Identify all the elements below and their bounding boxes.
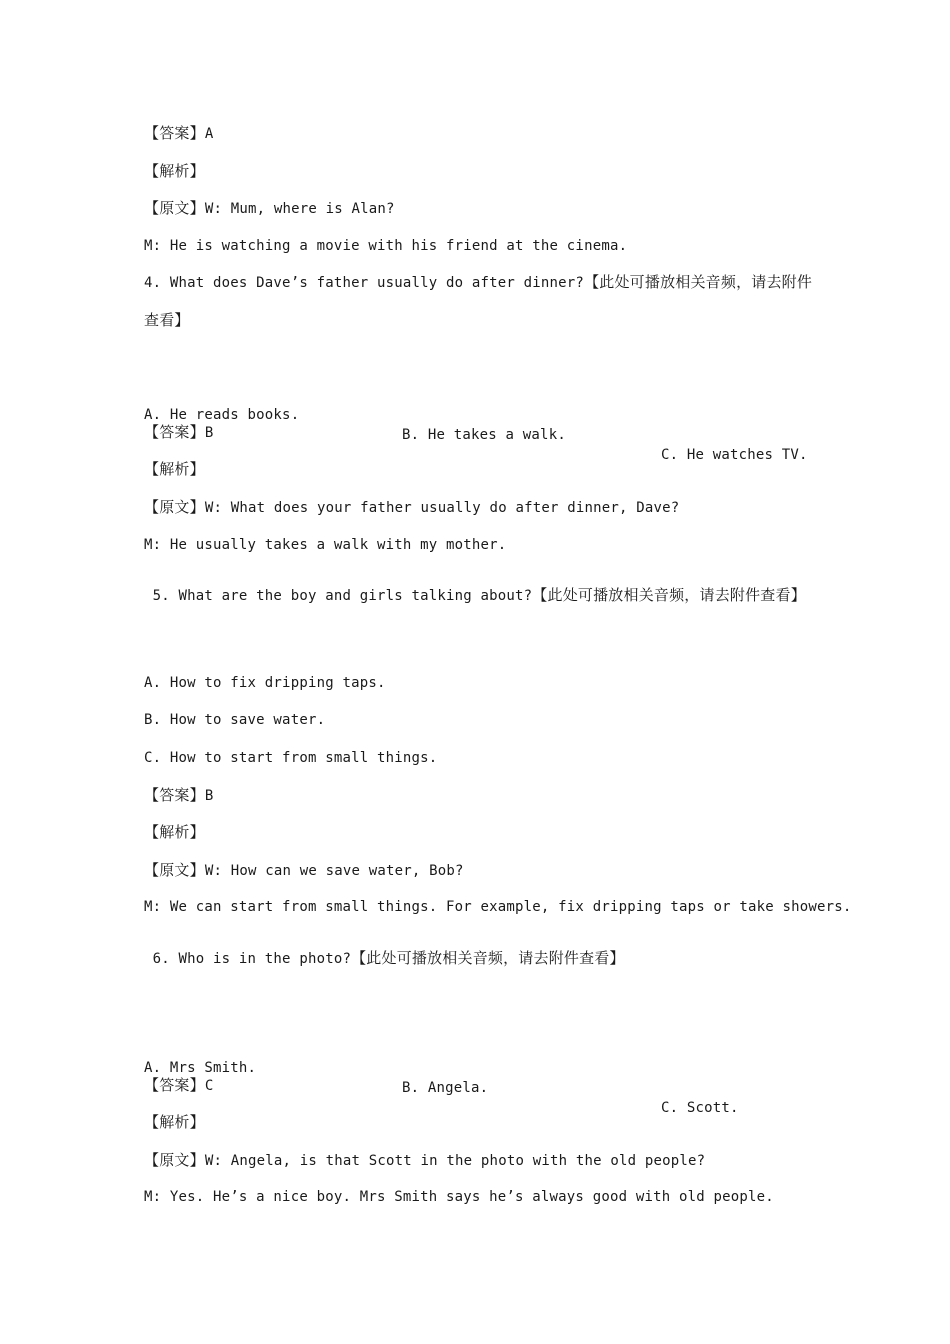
q4-analysis bbox=[144, 459, 834, 480]
option-a: A. Mrs Smith. bbox=[144, 1060, 257, 1076]
q3-analysis bbox=[144, 161, 834, 182]
audio-note: 【此处可播放相关音频，请去附件查看】 bbox=[532, 586, 806, 604]
answer-value: B bbox=[204, 788, 214, 804]
q5-script-w bbox=[144, 860, 834, 881]
q4-script-m: M: He usually takes a walk with my mother. bbox=[144, 537, 507, 553]
script-w-line: W: What does your father usually do after dinner, Dave? bbox=[204, 500, 680, 516]
q6-analysis bbox=[144, 1112, 834, 1133]
q3-script-m: M: He is watching a movie with his friend at the cinema. bbox=[144, 238, 628, 254]
q6-script-w bbox=[144, 1150, 834, 1171]
q6-script-m: M: Yes. He’s a nice boy. Mrs Smith says he’s always good with old people. bbox=[144, 1189, 774, 1205]
option-b: B. He takes a walk. bbox=[402, 427, 566, 443]
q5-option-a: A. How to fix dripping taps. bbox=[144, 675, 386, 691]
audio-note: 【此处可播放相关音频，请去附件查看】 bbox=[351, 949, 625, 967]
q5-option-b: B. How to save water. bbox=[144, 712, 326, 728]
q5-option-c: C. How to start from small things. bbox=[144, 750, 438, 766]
script-w-line: W: How can we save water, Bob? bbox=[204, 863, 464, 879]
script-tag: 【原文】 bbox=[144, 498, 205, 516]
script-tag: 【原文】 bbox=[144, 1151, 205, 1169]
q4-script-w bbox=[144, 497, 834, 518]
q3-script-w bbox=[144, 198, 834, 219]
analysis-tag: 【解析】 bbox=[144, 162, 205, 180]
q6-answer bbox=[144, 1075, 834, 1096]
option-c: C. Scott. bbox=[661, 1100, 739, 1116]
option-b: B. Angela. bbox=[402, 1080, 489, 1096]
script-w-line: W: Angela, is that Scott in the photo with the old people? bbox=[204, 1153, 706, 1169]
analysis-tag: 【解析】 bbox=[144, 460, 205, 478]
answer-value: B bbox=[204, 425, 214, 441]
q3-answer bbox=[144, 123, 834, 144]
q4-question bbox=[144, 264, 824, 340]
answer-value: C bbox=[204, 1078, 214, 1094]
answer-tag: 【答案】 bbox=[144, 423, 205, 441]
script-w-line: W: Mum, where is Alan? bbox=[204, 201, 395, 217]
analysis-tag: 【解析】 bbox=[144, 1113, 205, 1131]
option-a: A. He reads books. bbox=[144, 407, 300, 423]
answer-value: A bbox=[204, 126, 214, 142]
q5-analysis bbox=[144, 822, 834, 843]
question-text: 4. What does Dave’s father usually do after dinner? bbox=[144, 275, 585, 291]
q4-answer bbox=[144, 422, 834, 443]
script-tag: 【原文】 bbox=[144, 861, 205, 879]
option-c: C. He watches TV. bbox=[661, 447, 808, 463]
q5-question bbox=[144, 585, 834, 606]
q6-question bbox=[144, 948, 834, 969]
answer-tag: 【答案】 bbox=[144, 786, 205, 804]
q5-answer bbox=[144, 785, 834, 806]
answer-tag: 【答案】 bbox=[144, 1076, 205, 1094]
q5-script-m: M: We can start from small things. For example, fix dripping taps or take showers. bbox=[144, 899, 852, 915]
question-text: 6. Who is in the photo? bbox=[144, 951, 352, 967]
audio-note: 【此处可播放相关音频，请去附件查看】 bbox=[144, 273, 813, 329]
analysis-tag: 【解析】 bbox=[144, 823, 205, 841]
answer-tag: 【答案】 bbox=[144, 124, 205, 142]
question-text: 5. What are the boy and girls talking about? bbox=[144, 588, 533, 604]
script-tag: 【原文】 bbox=[144, 199, 205, 217]
